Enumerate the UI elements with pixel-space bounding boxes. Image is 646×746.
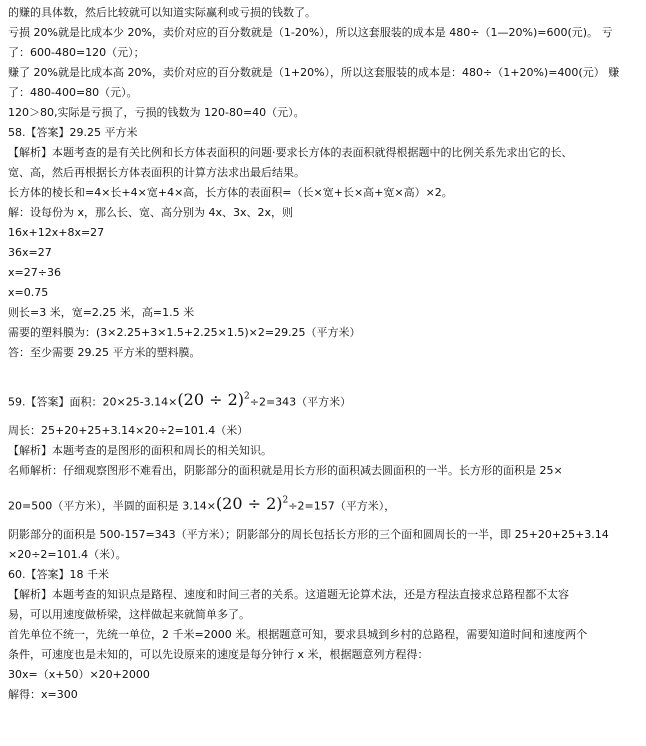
formula-suffix: ÷2=157（平方米），: [288, 499, 396, 513]
text-line: 答：至少需要 29.25 平方米的塑料膜。: [8, 346, 201, 359]
equation-line: 解得：x=300: [8, 688, 78, 701]
text-line: 长方体的棱长和=4×长+4×宽+4×高，长方体的表面积=（长×宽+长×高+宽×高）×2。: [8, 186, 453, 199]
text-line: 【解析】本题考查的知识点是路程、速度和时间三者的关系。这道题无论算术法，还是方程法直接求总路程都不太容: [8, 588, 569, 601]
semicircle-formula-line: [8, 488, 640, 514]
text-line: 阴影部分的面积是 500-157=343（平方米）；阴影部分的周长包括长方形的三个面和圆周长的一半，即 25+20+25+3.14: [8, 528, 609, 541]
formula-expression: [177, 390, 249, 409]
answer-heading-60: 60.【答案】18 千米: [8, 568, 109, 581]
formula-expression: [216, 494, 288, 513]
text-line: 【解析】本题考查的是图形的面积和周长的相关知识。: [8, 444, 272, 457]
answer-heading-58: 58.【答案】29.25 平方米: [8, 126, 138, 139]
text-line: 易，可以用速度做桥梁，这样做起来就简单多了。: [8, 608, 250, 621]
text-line: 周长：25+20+25+3.14×20÷2=101.4（米）: [8, 424, 249, 437]
text-line: ×20÷2=101.4（米）。: [8, 548, 127, 561]
text-line: 亏损 20%就是比成本少 20%，卖价对应的百分数就是（1-20%），所以这套服装的成本是 480÷（1—20%)=600(元)。 亏: [8, 26, 613, 39]
equation-line: 30x=（x+50）×20+2000: [8, 668, 150, 681]
formula-prefix: 59.【答案】面积：20×25-3.14×: [8, 395, 178, 409]
equation-line: 36x=27: [8, 246, 52, 259]
text-line: 赚了 20%就是比成本高 20%，卖价对应的百分数就是（1+20%），所以这套服装的成本是：480÷（1+20%)=400(元） 赚: [8, 66, 620, 79]
text-line: 的赚的具体数，然后比较就可以知道实际赢利或亏损的钱数了。: [8, 6, 316, 19]
text-line: 【解析】本题考查的是有关比例和长方体表面积的问题·要求长方体的表面积就得根据题中的比例关系先求出它的长、: [8, 146, 573, 159]
formula-base: (20 ÷ 2): [177, 390, 244, 410]
text-line: 解：设每份为 x，那么长、宽、高分别为 4x、3x、2x，则: [8, 206, 294, 219]
text-line: 了：480-400=80（元）。: [8, 86, 138, 99]
text-line: 首先单位不统一，先统一单位，2 千米=2000 米。根据题意可知，要求县城到乡村的总路程，需要知道时间和速度两个: [8, 628, 588, 641]
formula-suffix: ÷2=343（平方米）: [249, 395, 352, 409]
formula-base: (20 ÷ 2): [215, 494, 283, 514]
formula-prefix: 20=500（平方米），半圆的面积是 3.14×: [8, 499, 216, 513]
text-line: 了：600-480=120（元）；: [8, 46, 145, 59]
answer-heading-59: [8, 384, 640, 410]
text-line: 条件，可速度也是未知的，可以先设原来的速度是每分钟行 x 米，根据题意列方程得：: [8, 648, 429, 661]
equation-line: x=27÷36: [8, 266, 61, 279]
equation-line: 16x+12x+8x=27: [8, 226, 105, 239]
text-line: 宽、高，然后再根据长方体表面积的计算方法求出最后结果。: [8, 166, 305, 179]
equation-line: x=0.75: [8, 286, 49, 299]
text-line: 120＞80,实际是亏损了，亏损的钱数为 120-80=40（元）。: [8, 106, 305, 119]
formula-exponent: 2: [244, 392, 250, 402]
formula-exponent: 2: [282, 496, 289, 506]
text-line: 则长=3 米，宽=2.25 米，高=1.5 米: [8, 306, 195, 319]
text-line: 名师解析：仔细观察图形不难看出，阴影部分的面积就是用长方形的面积减去圆面积的一半。长方形的面积是 25×: [8, 464, 563, 477]
text-line: 需要的塑料膜为：(3×2.25+3×1.5+2.25×1.5)×2=29.25（平方米）: [8, 326, 361, 339]
